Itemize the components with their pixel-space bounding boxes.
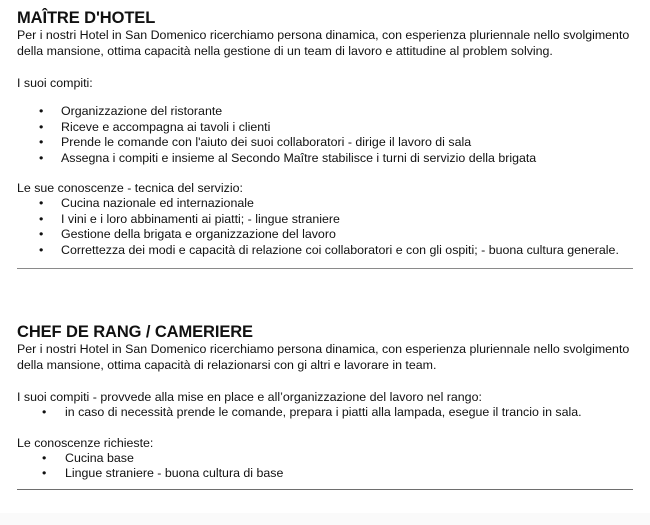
list-item: • Cucina base	[42, 450, 134, 465]
list-item: • Assegna i compiti e insieme al Secondo Maître stabilisce i turni di servizio della brigata	[39, 150, 537, 165]
list-item: • Organizzazione del ristorante	[39, 104, 223, 118]
job-section-maitre	[17, 9, 633, 258]
bullet-icon: •	[42, 450, 47, 465]
knowledge-list	[17, 451, 633, 482]
bullet-icon: •	[39, 227, 44, 241]
job-intro-line-2: della mansione, ottima capacità nella gestione di un team di lavoro e attitudine al problem solving.	[17, 44, 553, 58]
section-divider	[17, 268, 633, 269]
knowledge-label: Le sue conoscenze - tecnica del servizio:	[17, 181, 243, 195]
job-intro-line-1: Per i nostri Hotel in San Domenico ricerchiamo persona dinamica, con esperienza pluriennale nello svolgimento	[17, 342, 630, 356]
page-bottom-edge	[0, 513, 650, 525]
knowledge-label: Le conoscenze richieste:	[17, 435, 154, 450]
list-item: • Lingue straniere - buona cultura di base	[42, 466, 284, 480]
job-intro-line-1: Per i nostri Hotel in San Domenico ricerchiamo persona dinamica, con esperienza pluriennale nello svolgimento	[17, 28, 630, 42]
list-item: • Prende le comande con l'aiuto dei suoi collaboratori - dirige il lavoro di sala	[39, 135, 472, 149]
bullet-icon: •	[39, 211, 44, 226]
list-item: • Gestione della brigata e organizzazione del lavoro	[39, 227, 336, 241]
bullet-icon: •	[42, 405, 47, 419]
bullet-icon: •	[39, 196, 44, 210]
section-divider	[17, 489, 633, 490]
tasks-label: I suoi compiti:	[17, 76, 93, 90]
bullet-icon: •	[39, 104, 44, 118]
job-intro-line-2: della mansione, ottima capacità di relazionarsi con gi altri e lavorare in team.	[17, 358, 437, 372]
bullet-icon: •	[42, 466, 47, 480]
list-item: • Riceve e accompagna ai tavoli i clienti	[39, 119, 271, 134]
job-title: MAÎTRE D'HOTEL	[17, 9, 156, 27]
tasks-label: I suoi compiti - provvede alla mise en place e all’organizzazione del lavoro nel rango:	[17, 390, 482, 404]
bullet-icon: •	[39, 150, 44, 165]
tasks-list	[17, 405, 633, 421]
list-item: • Correttezza dei modi e capacità di relazione coi collaboratori e con gli ospiti; - buona cultura generale.	[39, 242, 619, 257]
job-section-chef-de-rang	[17, 323, 633, 482]
bullet-icon: •	[39, 119, 44, 134]
list-item: • Cucina nazionale ed internazionale	[39, 196, 254, 210]
list-item: • in caso di necessità prende le comande, prepara i piatti alla lampada, esegue il trancio in sala.	[42, 405, 582, 419]
list-item: • I vini e i loro abbinamenti ai piatti; - lingue straniere	[39, 211, 340, 226]
bullet-icon: •	[39, 135, 44, 149]
bullet-icon: •	[39, 242, 44, 257]
job-title: CHEF DE RANG / CAMERIERE	[17, 323, 253, 341]
knowledge-list	[17, 196, 633, 258]
tasks-list	[17, 104, 633, 166]
